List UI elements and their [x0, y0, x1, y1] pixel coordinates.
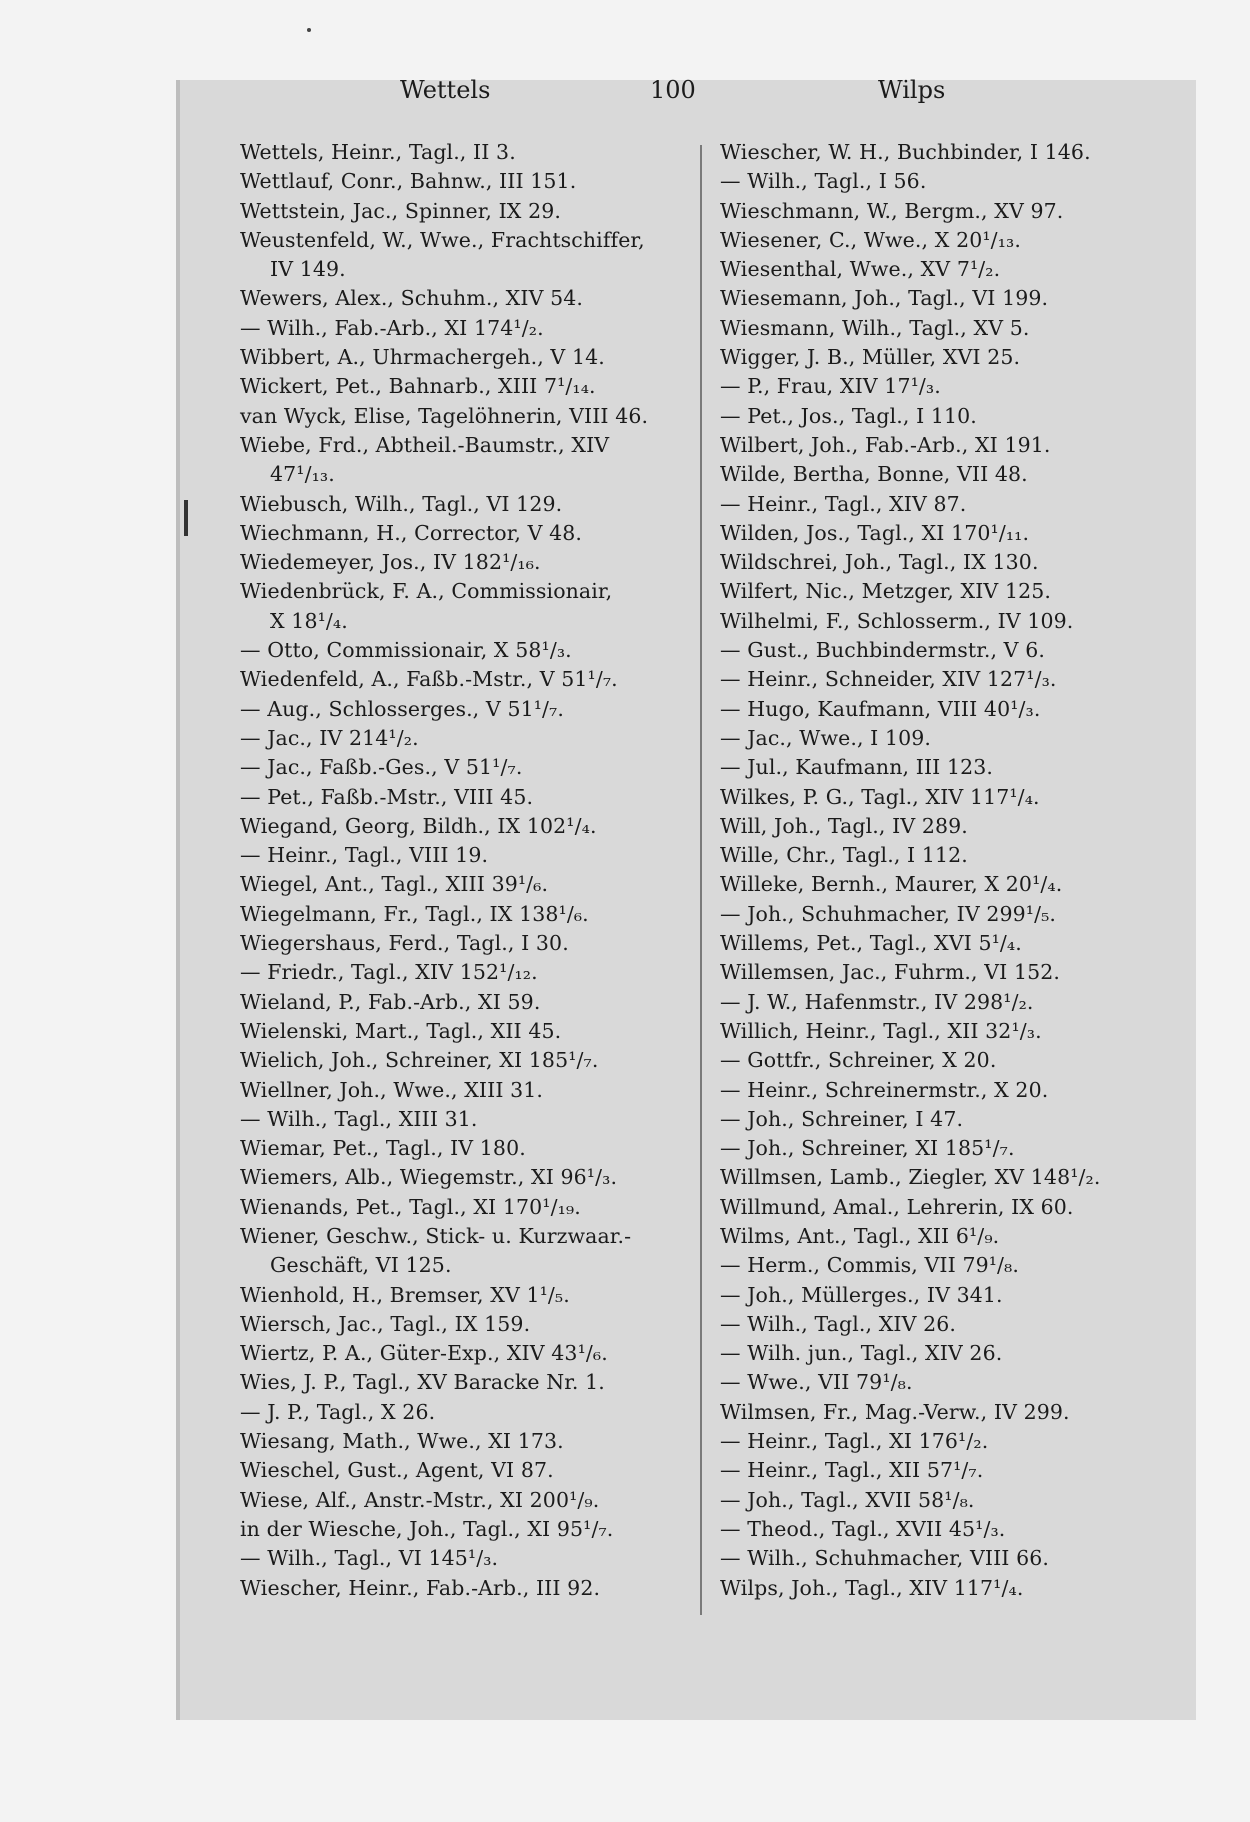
directory-entry: Wibbert, A., Uhrmachergeh., V 14. — [240, 345, 605, 370]
directory-entry: — Jul., Kaufmann, III 123. — [720, 755, 994, 780]
directory-entry: — Herm., Commis, VII 79¹/₈. — [720, 1253, 1019, 1278]
paper-speck — [307, 28, 311, 32]
directory-entry: Wilkes, P. G., Tagl., XIV 117¹/₄. — [720, 784, 1040, 809]
directory-entry: Wille, Chr., Tagl., I 112. — [720, 843, 968, 868]
directory-entry: Wiersch, Jac., Tagl., IX 159. — [240, 1311, 531, 1336]
directory-entry: Wilde, Bertha, Bonne, VII 48. — [720, 462, 1028, 487]
directory-entry: Wildschrei, Joh., Tagl., IX 130. — [720, 550, 1039, 575]
directory-entry: Wiemers, Alb., Wiegemstr., XI 96¹/₃. — [240, 1165, 618, 1190]
header-right-catchword: Wilps — [878, 76, 946, 104]
directory-entry: IV 149. — [270, 257, 346, 282]
directory-entry: — Wilh., Tagl., XIII 31. — [240, 1106, 478, 1131]
directory-entry: — Aug., Schlosserges., V 51¹/₇. — [240, 696, 564, 721]
directory-entry: — Wwe., VII 79¹/₈. — [720, 1370, 913, 1395]
directory-entry: Wieland, P., Fab.-Arb., XI 59. — [240, 989, 541, 1014]
directory-entry: — J. P., Tagl., X 26. — [240, 1399, 436, 1424]
directory-entry: Wiegel, Ant., Tagl., XIII 39¹/₆. — [240, 872, 549, 897]
directory-entry: Wilmsen, Fr., Mag.-Verw., IV 299. — [720, 1399, 1070, 1424]
directory-entry: Wiescher, W. H., Buchbinder, I 146. — [720, 140, 1091, 164]
directory-entry: Wiechmann, H., Corrector, V 48. — [240, 520, 583, 545]
directory-entry: X 18¹/₄. — [270, 608, 348, 633]
directory-entry: — Wilh., Fab.-Arb., XI 174¹/₂. — [240, 315, 544, 340]
directory-entry: Wiegershaus, Ferd., Tagl., I 30. — [240, 931, 569, 956]
directory-entry: Wiesmann, Wilh., Tagl., XV 5. — [720, 315, 1030, 340]
directory-entry: — Heinr., Tagl., XII 57¹/₇. — [720, 1458, 984, 1483]
column-divider — [700, 145, 702, 1615]
directory-entry: Wigger, J. B., Müller, XVI 25. — [720, 345, 1021, 370]
directory-entry: Wiemar, Pet., Tagl., IV 180. — [240, 1136, 526, 1161]
directory-entry: Wies, J. P., Tagl., XV Baracke Nr. 1. — [240, 1370, 605, 1395]
directory-entry: Wiedenbrück, F. A., Commissionair, — [240, 579, 613, 604]
directory-entry: Wielenski, Mart., Tagl., XII 45. — [240, 1018, 562, 1043]
directory-entry: Wilfert, Nic., Metzger, XIV 125. — [720, 579, 1051, 604]
directory-entry: Willmund, Amal., Lehrerin, IX 60. — [720, 1194, 1074, 1219]
directory-entry: — Theod., Tagl., XVII 45¹/₃. — [720, 1516, 1006, 1541]
directory-entry: Wiesemann, Joh., Tagl., VI 199. — [720, 286, 1049, 311]
directory-entry: Wettlauf, Conr., Bahnw., III 151. — [240, 169, 577, 194]
directory-entry: Wilden, Jos., Tagl., XI 170¹/₁₁. — [720, 520, 1030, 545]
directory-entry: — Jac., Faßb.-Ges., V 51¹/₇. — [240, 755, 523, 780]
directory-entry: Wieschel, Gust., Agent, VI 87. — [240, 1458, 554, 1483]
directory-entry: — Heinr., Schreinermstr., X 20. — [720, 1077, 1049, 1102]
directory-entry: Wiellner, Joh., Wwe., XIII 31. — [240, 1077, 544, 1102]
directory-entry: 47¹/₁₃. — [270, 462, 335, 487]
directory-entry: — Wilh., Tagl., I 56. — [720, 169, 927, 194]
directory-entry: Wilps, Joh., Tagl., XIV 117¹/₄. — [720, 1575, 1024, 1600]
directory-entry: Willmsen, Lamb., Ziegler, XV 148¹/₂. — [720, 1165, 1101, 1190]
directory-entry: — Heinr., Tagl., XI 176¹/₂. — [720, 1429, 989, 1454]
directory-entry: Wienhold, H., Bremser, XV 1¹/₅. — [240, 1282, 570, 1307]
directory-entry: — Jac., IV 214¹/₂. — [240, 725, 419, 750]
directory-entry: Wiescher, Heinr., Fab.-Arb., III 92. — [240, 1575, 601, 1600]
directory-entry: — Pet., Faßb.-Mstr., VIII 45. — [240, 784, 534, 809]
left-column — [240, 138, 700, 1603]
directory-entry: Wielich, Joh., Schreiner, XI 185¹/₇. — [240, 1048, 599, 1073]
directory-entry: — Wilh., Schuhmacher, VIII 66. — [720, 1546, 1049, 1571]
directory-entry: — P., Frau, XIV 17¹/₃. — [720, 374, 941, 399]
directory-entry: Wiegelmann, Fr., Tagl., IX 138¹/₆. — [240, 901, 589, 926]
directory-entry: — Heinr., Schneider, XIV 127¹/₃. — [720, 667, 1057, 692]
right-column — [720, 138, 1190, 1603]
directory-entry: — Joh., Schuhmacher, IV 299¹/₅. — [720, 901, 1057, 926]
directory-entry: — Joh., Schreiner, I 47. — [720, 1106, 964, 1131]
directory-entry: — Gust., Buchbindermstr., V 6. — [720, 638, 1045, 663]
directory-entry: Wilhelmi, F., Schlosserm., IV 109. — [720, 608, 1074, 633]
directory-entry: in der Wiesche, Joh., Tagl., XI 95¹/₇. — [240, 1516, 614, 1541]
directory-entry: — Gottfr., Schreiner, X 20. — [720, 1048, 997, 1073]
directory-entry: — Heinr., Tagl., XIV 87. — [720, 491, 967, 516]
directory-entry: — Wilh. jun., Tagl., XIV 26. — [720, 1341, 1003, 1366]
directory-entry: — Joh., Tagl., XVII 58¹/₈. — [720, 1487, 975, 1512]
directory-entry: Wieschmann, W., Bergm., XV 97. — [720, 198, 1064, 223]
margin-mark — [184, 500, 188, 536]
directory-entry: van Wyck, Elise, Tagelöhnerin, VIII 46. — [240, 403, 649, 428]
directory-entry: Willich, Heinr., Tagl., XII 32¹/₃. — [720, 1018, 1042, 1043]
page-number: 100 — [650, 76, 696, 104]
directory-entry: Willeke, Bernh., Maurer, X 20¹/₄. — [720, 872, 1063, 897]
directory-entry: — Joh., Schreiner, XI 185¹/₇. — [720, 1136, 1015, 1161]
directory-entry: Wiegand, Georg, Bildh., IX 102¹/₄. — [240, 813, 597, 838]
directory-entry: Wiesang, Math., Wwe., XI 173. — [240, 1429, 564, 1454]
directory-entry: Willems, Pet., Tagl., XVI 5¹/₄. — [720, 931, 1022, 956]
running-header — [176, 72, 1192, 112]
directory-entry: — Otto, Commissionair, X 58¹/₃. — [240, 638, 572, 663]
directory-entry: — Joh., Müllerges., IV 341. — [720, 1282, 1003, 1307]
directory-entry: Wiesenthal, Wwe., XV 7¹/₂. — [720, 257, 1001, 282]
directory-entry: Wettels, Heinr., Tagl., II 3. — [240, 140, 516, 164]
directory-entry: — J. W., Hafenmstr., IV 298¹/₂. — [720, 989, 1034, 1014]
directory-entry: Wiertz, P. A., Güter-Exp., XIV 43¹/₆. — [240, 1341, 608, 1366]
directory-entry: — Pet., Jos., Tagl., I 110. — [720, 403, 977, 428]
directory-entry: Geschäft, VI 125. — [270, 1253, 452, 1278]
directory-entry: Wilms, Ant., Tagl., XII 6¹/₉. — [720, 1223, 1000, 1248]
directory-entry: Will, Joh., Tagl., IV 289. — [720, 813, 968, 838]
directory-entry: Wiebusch, Wilh., Tagl., VI 129. — [240, 491, 563, 516]
directory-entry: Wienands, Pet., Tagl., XI 170¹/₁₉. — [240, 1194, 581, 1219]
directory-entry: Wilbert, Joh., Fab.-Arb., XI 191. — [720, 432, 1051, 457]
directory-entry: Wiebe, Frd., Abtheil.-Baumstr., XIV — [240, 432, 610, 457]
directory-entry: — Hugo, Kaufmann, VIII 40¹/₃. — [720, 696, 1041, 721]
directory-entry: Wiedenfeld, A., Faßb.-Mstr., V 51¹/₇. — [240, 667, 618, 692]
directory-entry: Wiedemeyer, Jos., IV 182¹/₁₆. — [240, 550, 541, 575]
directory-entry: Wettstein, Jac., Spinner, IX 29. — [240, 198, 562, 223]
directory-entry: Willemsen, Jac., Fuhrm., VI 152. — [720, 960, 1060, 985]
directory-entry: — Wilh., Tagl., XIV 26. — [720, 1311, 957, 1336]
directory-entry: — Heinr., Tagl., VIII 19. — [240, 843, 489, 868]
directory-entry: Weustenfeld, W., Wwe., Frachtschiffer, — [240, 227, 645, 252]
directory-entry: — Friedr., Tagl., XIV 152¹/₁₂. — [240, 960, 538, 985]
directory-entry: Wiener, Geschw., Stick- u. Kurzwaar.- — [240, 1223, 632, 1248]
directory-entry: — Jac., Wwe., I 109. — [720, 725, 932, 750]
directory-entry: — Wilh., Tagl., VI 145¹/₃. — [240, 1546, 499, 1571]
directory-entry: Wickert, Pet., Bahnarb., XIII 7¹/₁₄. — [240, 374, 596, 399]
directory-entry: Wiese, Alf., Anstr.-Mstr., XI 200¹/₉. — [240, 1487, 600, 1512]
directory-entry: Wiesener, C., Wwe., X 20¹/₁₃. — [720, 227, 1021, 252]
directory-entry: Wewers, Alex., Schuhm., XIV 54. — [240, 286, 584, 311]
header-left-catchword: Wettels — [400, 76, 491, 104]
